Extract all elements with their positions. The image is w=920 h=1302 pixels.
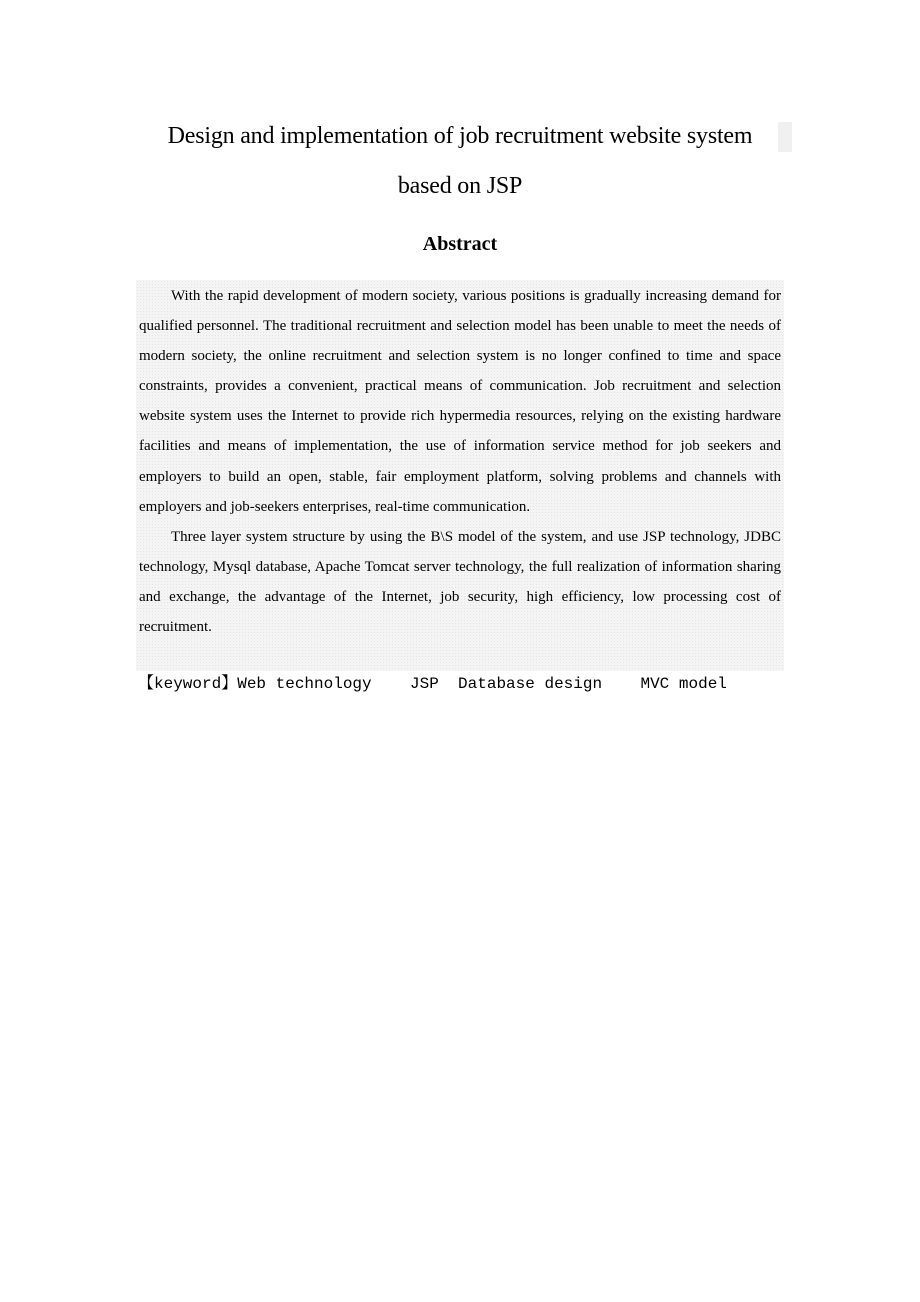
paper-title-line-1: Design and implementation of job recruitment website system xyxy=(167,123,753,149)
abstract-heading: Abstract xyxy=(422,233,498,255)
abstract-paragraph-1: With the rapid development of modern society, various positions is gradually increasing demand for qualified personnel. The traditional recruitment and selection model has been unable to meet the needs of modern society, the online recruitment and selection system is no longer confined to time and space constraints, provides a convenient, practical means of communication. Job recruitment and selection website system uses the Internet to provide rich hypermedia resources, relying on the existing hardware facilities and means of implementation, the use of information service method for job seekers and employers to build an open, stable, fair employment platform, solving problems and channels with employers and job-seekers enterprises, real-time communication. xyxy=(139,288,781,515)
paper-title-line-2: based on JSP xyxy=(397,173,523,199)
abstract-paragraph-2: Three layer system structure by using the B\S model of the system, and use JSP technology, JDBC technology, Mysql database, Apache Tomcat server technology, the full realization of information sharing and exchange, the advantage of the Internet, job security, high efficiency, low processing cost of recruitment. xyxy=(139,528,781,636)
abstract-text xyxy=(139,281,781,642)
abstract-body xyxy=(136,280,784,671)
keyword-line: 【keyword】Web technology JSP Database design MVC model xyxy=(138,675,727,693)
